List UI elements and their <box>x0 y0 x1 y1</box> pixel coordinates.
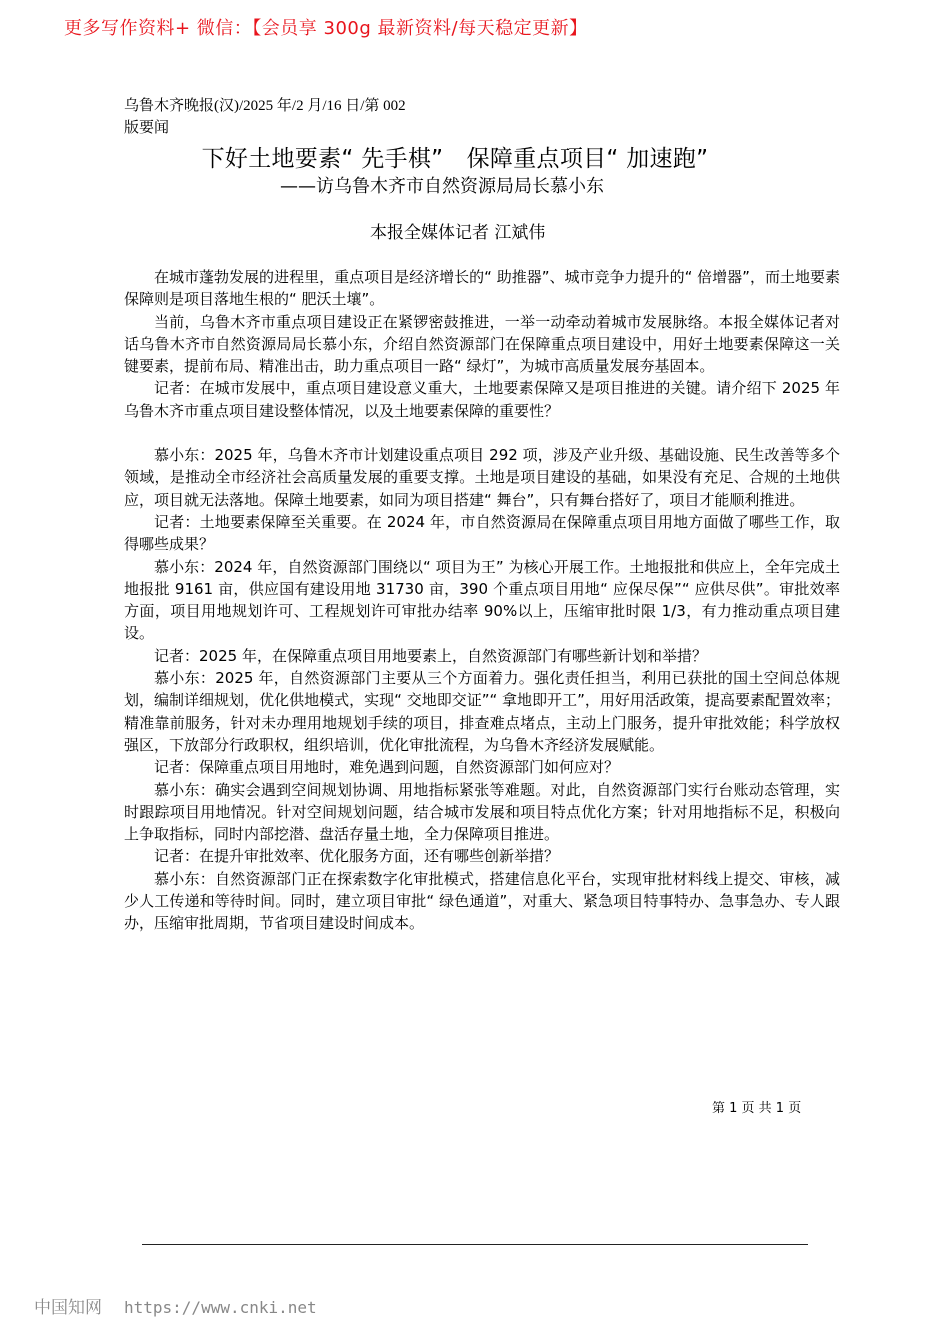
paragraph-question-5: 记者：在提升审批效率、优化服务方面，还有哪些创新举措？ <box>154 847 560 866</box>
footer-site-name: 中国知网 <box>34 1298 102 1318</box>
paragraph-question-1: 记者：在城市发展中，重点项目建设意义重大，土地要素保障又是项目推进的关键。请介绍下 2025 年乌鲁木齐市重点项目建设整体情况，以及土地要素保障的重要性？ <box>124 379 840 420</box>
footer-divider <box>142 1244 808 1245</box>
article-byline: 本报全媒体记者 江斌伟 <box>370 223 546 243</box>
paragraph-intro-2: 当前，乌鲁木齐市重点项目建设正在紧锣密鼓推进，一举一动牵动着城市发展脉络。本报全媒体记者对话乌鲁木齐市自然资源局局长慕小东，介绍自然资源部门在保障重点项目建设中，用好土地要素保障这一关键要素，提前布局、精准出击，助力重点项目一路“ 绿灯”，为城市高质量发展夯基固本。 <box>124 312 840 376</box>
source-info <box>124 95 406 139</box>
paragraph-answer-2: 慕小东：2024 年，自然资源部门围绕以“ 项目为王” 为核心开展工作。土地报批和供应上，全年完成土地报批 9161 亩，供应国有建设用地 31730 亩，390 个重点项目用地“ 应保尽保”“ 应供尽供”。审批效率方面，项目用地规划许可、工程规划许可审批办结率 90%以上，压缩审批时限 1/3，有力推动重点项目建设。 <box>124 557 840 643</box>
paragraph-answer-4: 慕小东：确实会遇到空间规划协调、用地指标紧张等难题。对此，自然资源部门实行台账动态管理，实时跟踪项目用地情况。针对空间规划问题，结合城市发展和项目特点优化方案；针对用地指标不足，积极向上争取指标，同时内部挖潜、盘活存量土地，全力保障项目推进。 <box>124 780 840 844</box>
paragraph-question-4: 记者：保障重点项目用地时，难免遇到问题，自然资源部门如何应对？ <box>154 758 620 777</box>
page-number: 第 1 页 共 1 页 <box>712 1101 802 1116</box>
paragraph-question-2: 记者：土地要素保障至关重要。在 2024 年，市自然资源局在保障重点项目用地方面做了哪些工作，取得哪些成果？ <box>124 512 840 554</box>
footer-url[interactable]: https://www.cnki.net <box>124 1298 317 1317</box>
footer-watermark <box>34 1293 317 1318</box>
article-title-text: 下好土地要素“ 先手棋” 保障重点项目“ 加速跑” <box>201 146 709 172</box>
paragraph-answer-3: 慕小东：2025 年，自然资源部门主要从三个方面着力。强化责任担当，利用已获批的国土空间总体规划，编制详细规划，优化供地模式，实现“ 交地即交证”“ 拿地即开工”，用好用活政策，提高要素配置效率；精准靠前服务，针对未办理用地规划手续的项目，排查难点堵点，主动上门服务，提升审批效能；科学放权强区，下放部分行政职权，组织培训，优化审批流程，为乌鲁木齐经济发展赋能。 <box>124 669 840 754</box>
article-title <box>0 140 950 173</box>
article-subtitle: ——访乌鲁木齐市自然资源局局长慕小东 <box>280 176 604 197</box>
paragraph-answer-5: 慕小东：自然资源部门正在探索数字化审批模式，搭建信息化平台，实现审批材料线上提交、审核，减少人工传递和等待时间。同时，建立项目审批“ 绿色通道”，对重大、紧急项目特事特办、急事急办、专人跟办，压缩审批周期，节省项目建设时间成本。 <box>124 869 840 933</box>
paragraph-intro-1: 在城市蓬勃发展的进程里，重点项目是经济增长的“ 助推器”、城市竞争力提升的“ 倍增器”，而土地要素保障则是项目落地生根的“ 肥沃土壤”。 <box>124 268 840 309</box>
source-section: 版要闻 <box>124 120 170 136</box>
article-body <box>124 266 840 935</box>
promo-banner: 更多写作资料+ 微信：【会员享 300g 最新资料/每天稳定更新】 <box>64 18 588 39</box>
paragraph-answer-1: 慕小东：2025 年，乌鲁木齐市计划建设重点项目 292 项，涉及产业升级、基础设施、民生改善等多个领域，是推动全市经济社会高质量发展的重要支撑。土地是项目建设的基础，如果没有充足、合规的土地供应，项目就无法落地。保障土地要素，如同为项目搭建“ 舞台”，只有舞台搭好了，项目才能顺利推进。 <box>124 446 840 509</box>
source-line: 乌鲁木齐晚报(汉)/2025 年/2 月/16 日/第 002 <box>124 98 406 114</box>
paragraph-question-3: 记者：2025 年，在保障重点项目用地要素上，自然资源部门有哪些新计划和举措？ <box>154 646 707 665</box>
